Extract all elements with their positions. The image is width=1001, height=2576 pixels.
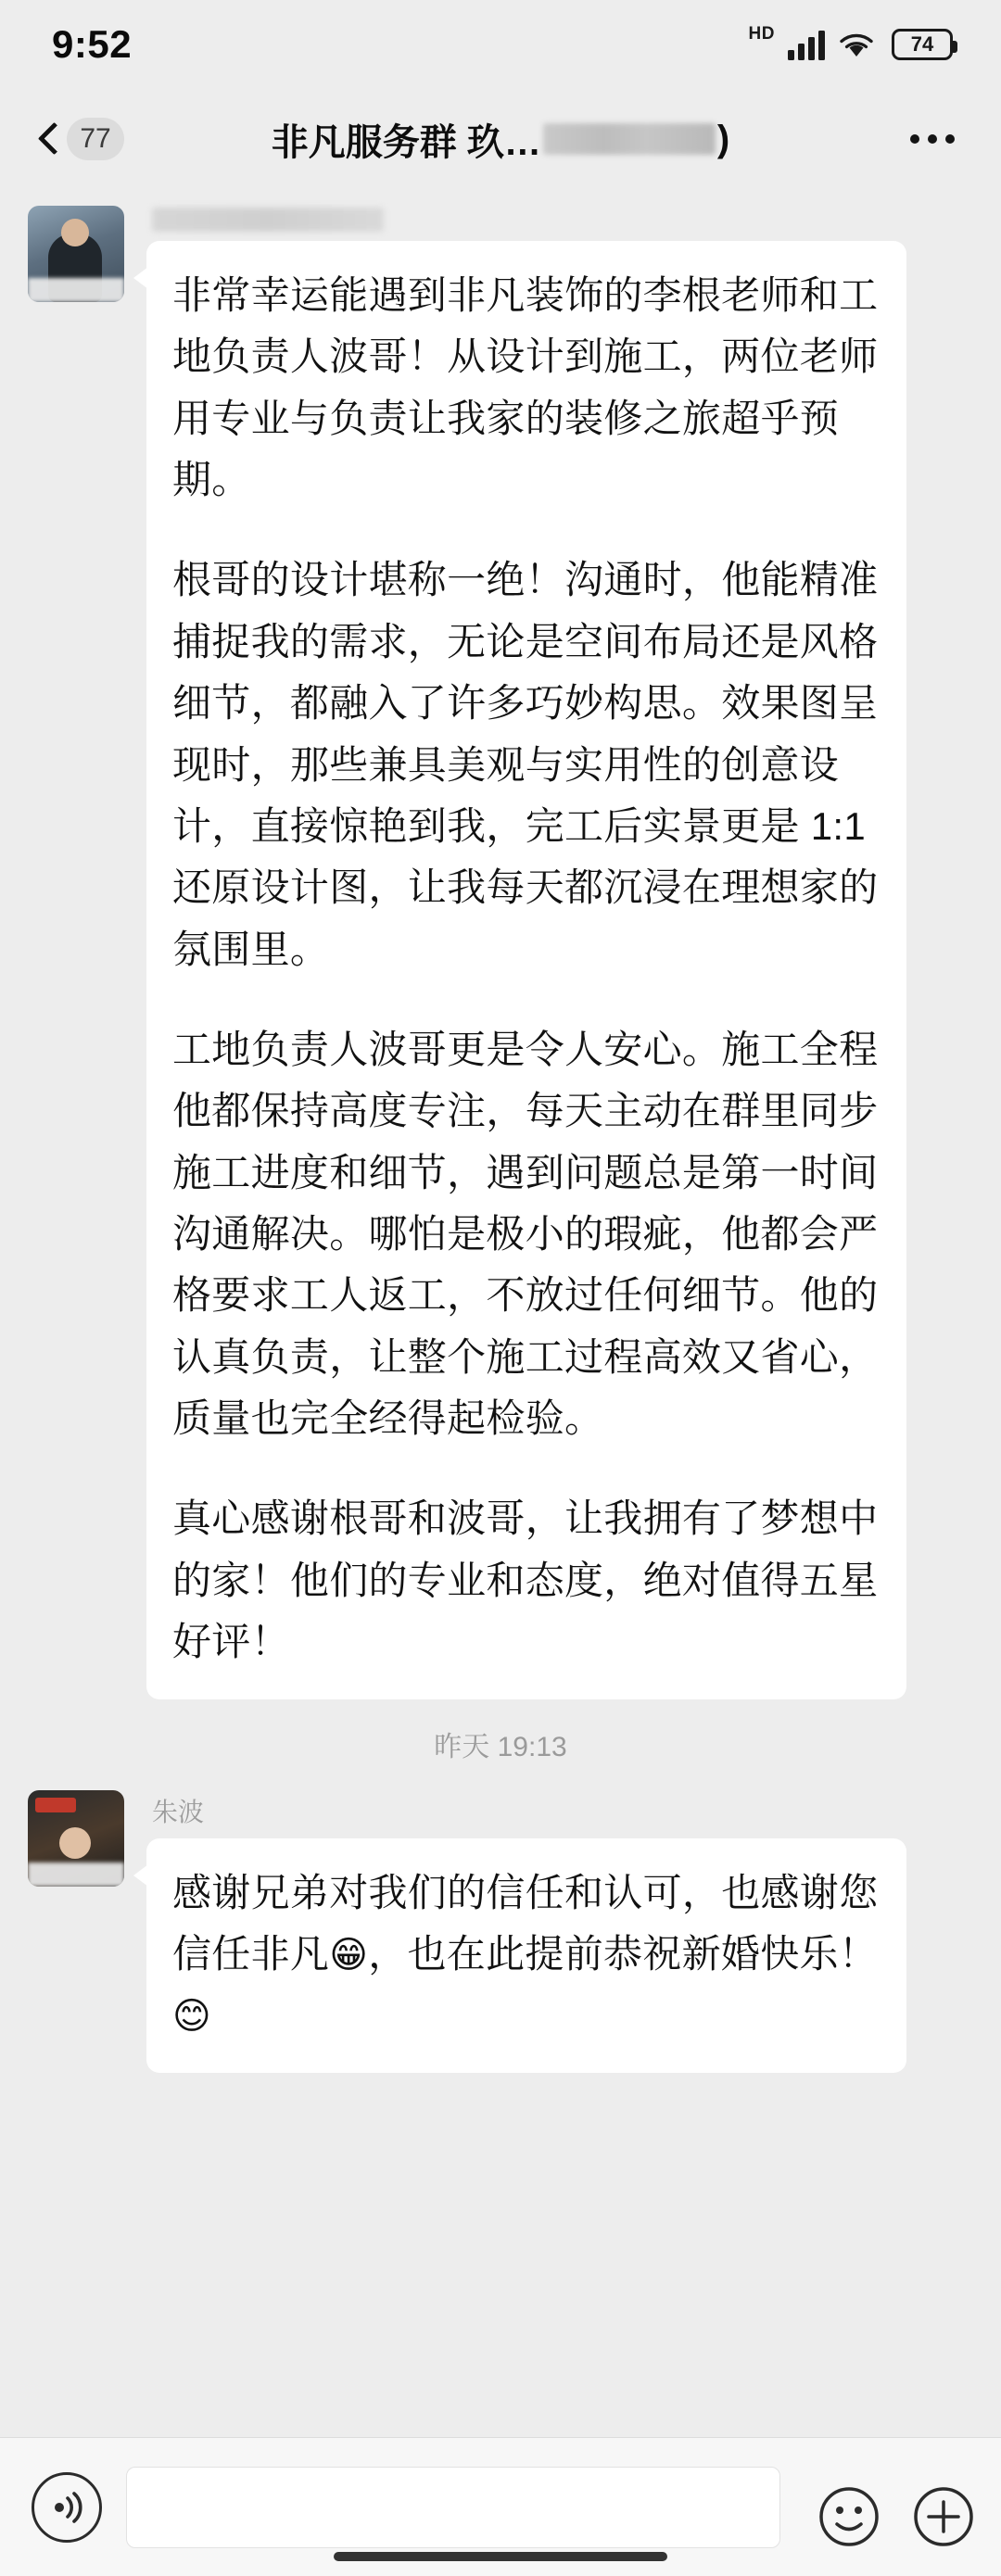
message-paragraph: 工地负责人波哥更是令人安心。施工全程他都保持高度专注，每天主动在群里同步施工进度和细节，遇到问题总是第一时间沟通解决。哪怕是极小的瑕疵，他都会严格要求工人返工，不放过任何细节。他的认真负责，让整个施工过程高效又省心，质量也完全经得起检验。 (172, 1027, 879, 1441)
unread-count-badge: 77 (67, 118, 124, 160)
battery-level: 74 (910, 32, 934, 56)
plus-glyph (913, 2486, 956, 2529)
status-time: 9:52 (52, 22, 133, 66)
reply-text-part2: ，也在此提前恭祝新婚快乐！ (368, 1931, 879, 1976)
message-bubble[interactable] (146, 241, 906, 1699)
status-icons (748, 24, 953, 60)
message-bubble[interactable] (146, 1838, 906, 2073)
message-content (146, 1790, 906, 2073)
sender-name (152, 208, 384, 232)
hd-icon: HD (748, 24, 775, 44)
emoji-icon[interactable] (805, 2472, 875, 2543)
more-options-icon[interactable] (901, 125, 964, 153)
signal-bars-icon (788, 29, 825, 60)
page-title-suffix: ) (716, 118, 730, 159)
home-indicator (334, 2552, 667, 2561)
avatar-blur-overlay (28, 1863, 124, 1887)
timestamp-divider: 昨天 19:13 (434, 1731, 567, 1762)
message-paragraph: 真心感谢根哥和波哥，让我拥有了梦想中的家！他们的专业和态度，绝对值得五星好评！ (172, 1496, 879, 1664)
message-paragraph: 非常幸运能遇到非凡装饰的李根老师和工地负责人波哥！从设计到施工，两位老师用专业与负责让我家的装修之旅超乎预期。 (172, 273, 879, 502)
page-title (272, 113, 729, 166)
status-bar (0, 0, 1001, 89)
message-paragraph: 根哥的设计堪称一绝！沟通时，他能精准捕捉我的需求，无论是空间布局还是风格细节，都融入了许多巧妙构思。效果图呈现时，那些兼具美观与实用性的创意设计，直接惊艳到我，完工后实景更是 1:1 还原设计图，让我每天都沉浸在理想家的氛围里。 (172, 558, 879, 971)
back-button[interactable] (37, 118, 176, 160)
smile-emoji-icon: 😊 (172, 1996, 211, 2038)
avatar[interactable] (28, 206, 124, 302)
chevron-left-icon (37, 121, 57, 157)
message-list[interactable] (0, 189, 1001, 2437)
message-input[interactable] (126, 2467, 780, 2548)
grin-emoji-icon: 😁 (329, 1934, 369, 1976)
redacted-title-segment (543, 123, 716, 155)
battery-icon (892, 29, 953, 60)
wifi-icon (838, 29, 875, 60)
voice-glyph (45, 2486, 88, 2529)
more-actions-icon[interactable] (899, 2472, 969, 2543)
reply-text-part1: 感谢兄弟对我们的信任和认可，也感谢您信任非凡 (172, 1870, 879, 1976)
avatar[interactable] (28, 1790, 124, 1887)
page-title-text: 非凡服务群 玖… (271, 121, 541, 163)
sender-name: 朱波 (152, 1797, 205, 1826)
voice-input-icon[interactable] (32, 2472, 102, 2543)
navigation-bar (0, 89, 1001, 189)
avatar-blur-overlay (28, 278, 124, 302)
message-paragraph (172, 1863, 881, 2047)
message-item (0, 1790, 1001, 2073)
message-content (146, 206, 906, 1699)
smile-glyph (818, 2486, 861, 2529)
message-item (0, 206, 1001, 1699)
